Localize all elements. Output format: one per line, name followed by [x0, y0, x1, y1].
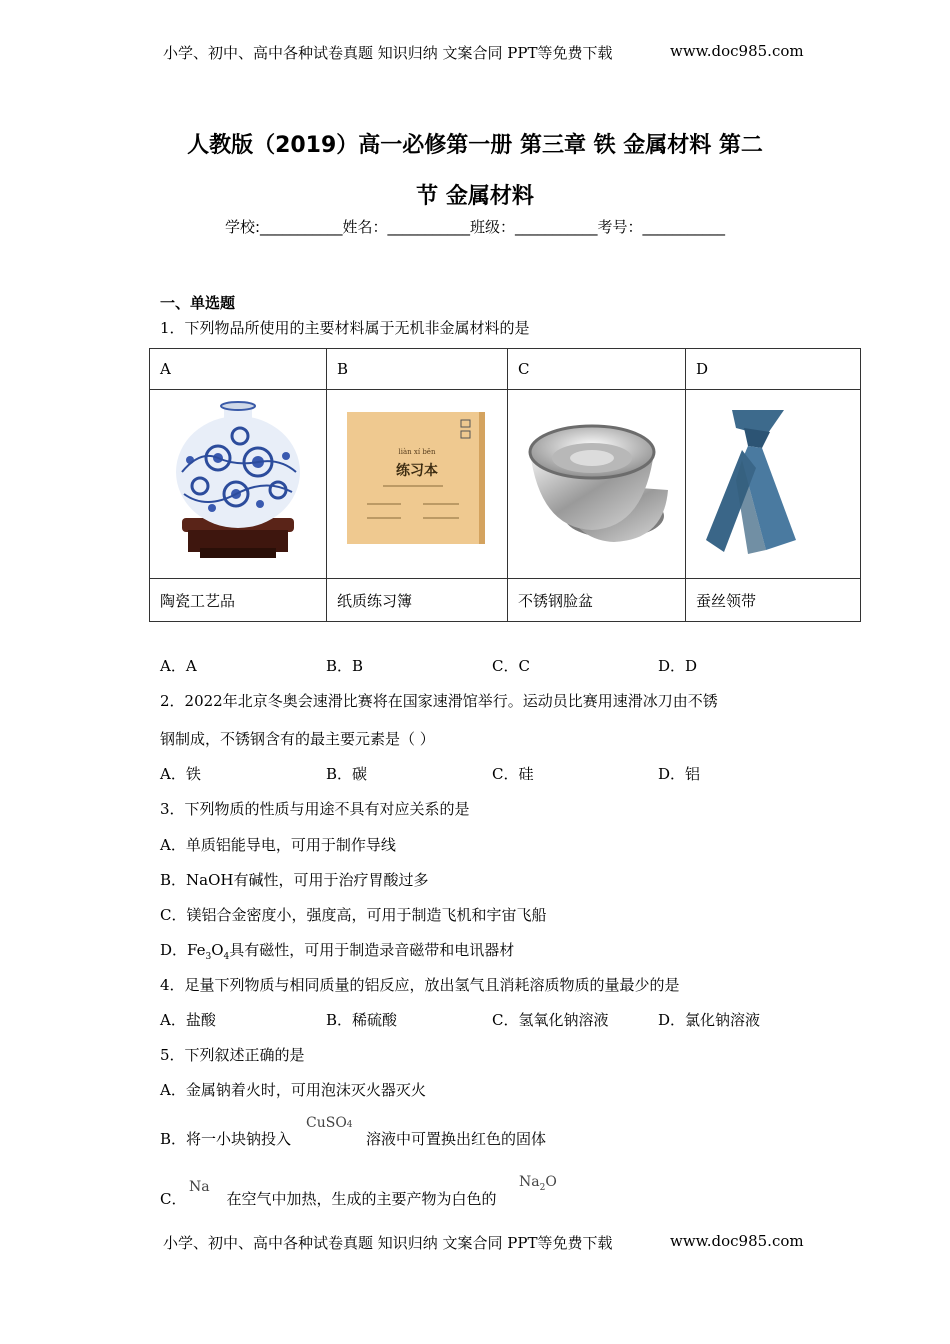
caption-cell-a: 陶瓷工艺品 — [150, 579, 327, 622]
q5-option-a[interactable]: A．金属钠着火时，可用泡沫灭火器灭火 — [160, 1081, 426, 1099]
na2o-formula — [519, 1174, 557, 1193]
cuso4-formula — [306, 1115, 353, 1131]
q1-stem: 1．下列物品所使用的主要材料属于无机非金属材料的是 — [160, 319, 530, 337]
notebook-pinyin: liàn xí běn — [398, 448, 436, 456]
caption-cell-b: 纸质练习簿 — [327, 579, 508, 622]
q2-option-d[interactable]: D．铝 — [658, 765, 701, 783]
image-cell-d — [686, 390, 861, 579]
footer-url[interactable]: www.doc985.com — [670, 1232, 804, 1250]
q5-c-mid: 在空气中加热，生成的主要产物为白色的 — [226, 1190, 497, 1208]
notebook-image — [337, 392, 497, 576]
doc-title-line2: 节 金属材料 — [416, 184, 534, 209]
q2-stem-line1: 2．2022年北京冬奥会速滑比赛将在国家速滑馆举行。运动员比赛用速滑冰刀由不锈 — [160, 692, 718, 710]
q3-option-b[interactable]: B．NaOH有碱性，可用于治疗胃酸过多 — [160, 871, 429, 889]
q3-d-mid: O — [211, 941, 224, 959]
q5-option-b[interactable] — [160, 1128, 546, 1149]
q2-option-b[interactable]: B．碳 — [326, 765, 368, 783]
q5-option-c[interactable] — [160, 1188, 497, 1209]
cuso4-sub: 4 — [346, 1120, 353, 1130]
header-cell-b: B — [327, 349, 508, 390]
doc-title-line1: 人教版（2019）高一必修第一册 第三章 铁 金属材料 第二 — [187, 133, 763, 158]
q4-stem: 4．足量下列物质与相同质量的铝反应，放出氢气且消耗溶质物质的量最少的是 — [160, 976, 680, 994]
q3-d-sub1: 3 — [205, 952, 212, 962]
q3-option-c[interactable]: C．镁铝合金密度小，强度高，可用于制造飞机和宇宙飞船 — [160, 906, 547, 924]
header-cell-a: A — [150, 349, 327, 390]
header-text: 小学、初中、高中各种试卷真题 知识归纳 文案合同 PPT等免费下载 — [163, 44, 613, 62]
q3-option-d[interactable] — [160, 939, 514, 962]
q1-option-d[interactable]: D．D — [658, 657, 698, 675]
q5-b-prefix: B．将一小块钠投入 — [160, 1130, 292, 1148]
porcelain-vase-image — [160, 390, 316, 574]
q3-stem: 3．下列物质的性质与用途不具有对应关系的是 — [160, 800, 470, 818]
q3-d-sub2: 4 — [223, 952, 230, 962]
image-cell-c — [508, 390, 686, 579]
q1-option-c[interactable]: C．C — [492, 657, 530, 675]
q4-option-a[interactable]: A．盐酸 — [160, 1011, 216, 1029]
silk-tie-image — [696, 390, 850, 574]
q2-option-c[interactable]: C．硅 — [492, 765, 534, 783]
image-cell-a — [150, 390, 327, 579]
q3-d-prefix: D．Fe — [160, 941, 206, 959]
caption-cell-c: 不锈钢脸盆 — [508, 579, 686, 622]
section-heading: 一、单选题 — [160, 294, 236, 312]
image-cell-b — [327, 390, 508, 579]
q5-stem: 5．下列叙述正确的是 — [160, 1046, 305, 1064]
na-formula: Na — [189, 1179, 210, 1195]
q5-b-suffix: 溶液中可置换出红色的固体 — [366, 1130, 547, 1148]
q5-c-prefix: C． — [160, 1190, 187, 1208]
na2o-end: O — [545, 1174, 557, 1190]
header-cell-d: D — [686, 349, 861, 390]
header-url[interactable]: www.doc985.com — [670, 42, 804, 60]
caption-cell-d: 蚕丝领带 — [686, 579, 861, 622]
q4-option-b[interactable]: B．稀硫酸 — [326, 1011, 398, 1029]
student-info-line: 学校:___________姓名：___________班级：___________考号：___________ — [224, 218, 726, 236]
q1-option-a[interactable]: A．A — [160, 657, 197, 675]
q1-option-b[interactable]: B．B — [326, 657, 364, 675]
cuso4-text: CuSO — [306, 1115, 347, 1131]
q4-option-d[interactable]: D．氯化钠溶液 — [658, 1011, 761, 1029]
stainless-basin-image — [518, 390, 675, 574]
q2-option-a[interactable]: A．铁 — [160, 765, 201, 783]
q3-d-suffix: 具有磁性，可用于制造录音磁带和电讯器材 — [229, 941, 515, 959]
q4-option-c[interactable]: C．氢氧化钠溶液 — [492, 1011, 609, 1029]
q2-stem-line2: 钢制成，不锈钢含有的最主要元素是（ ） — [160, 730, 435, 748]
header-cell-c: C — [508, 349, 686, 390]
footer-text: 小学、初中、高中各种试卷真题 知识归纳 文案合同 PPT等免费下载 — [163, 1234, 613, 1252]
notebook-title: 练习本 — [396, 463, 438, 479]
na2o-sub: 2 — [539, 1182, 546, 1193]
q3-option-a[interactable]: A．单质铝能导电，可用于制作导线 — [160, 836, 396, 854]
na2o-text: Na — [519, 1174, 540, 1190]
q1-options-table — [149, 348, 861, 622]
